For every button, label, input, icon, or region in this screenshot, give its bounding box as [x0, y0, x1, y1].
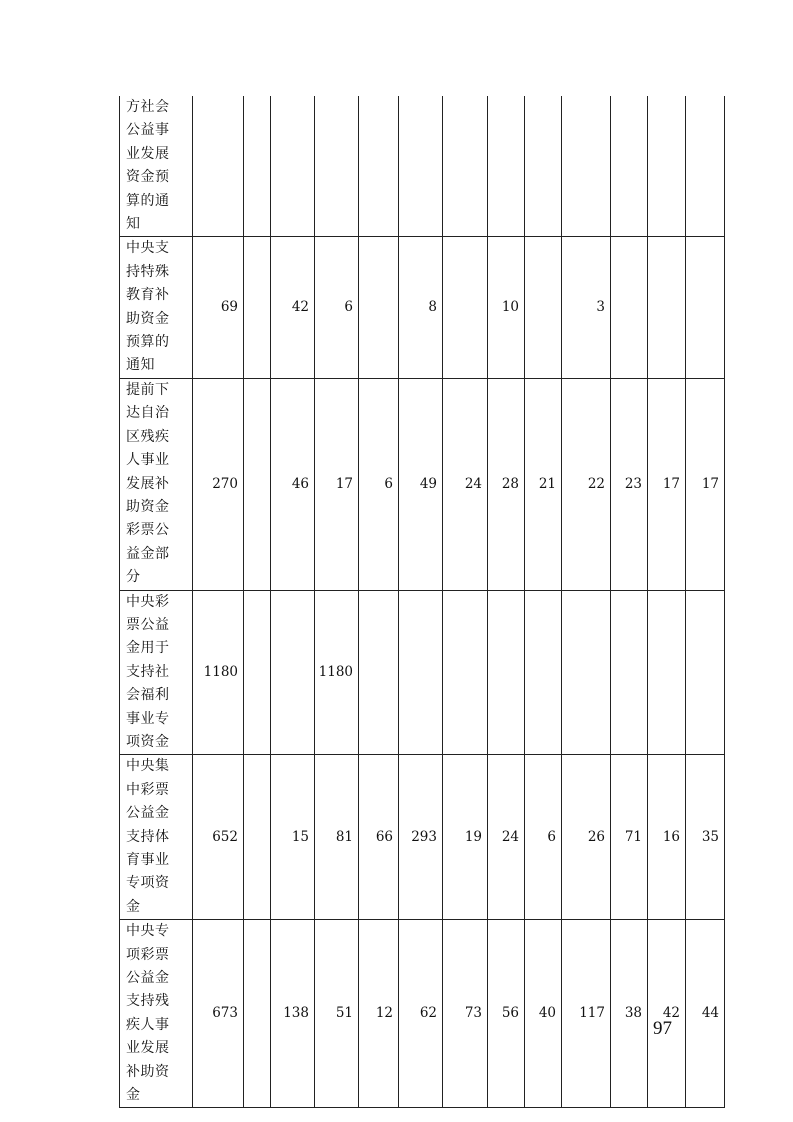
- value-cell: [271, 590, 315, 755]
- value-text: 26: [587, 828, 605, 845]
- budget-table: [119, 96, 725, 1108]
- value-cell: [525, 96, 562, 237]
- value-cell: [359, 920, 399, 1108]
- value-cell: [244, 920, 271, 1108]
- value-text: 1180: [318, 663, 353, 680]
- value-cell: [686, 378, 725, 590]
- value-cell: [488, 920, 525, 1108]
- value-cell: [525, 755, 562, 920]
- value-cell: [686, 237, 725, 378]
- value-cell: [399, 920, 443, 1108]
- value-cell: [271, 237, 315, 378]
- value-cell: [611, 920, 648, 1108]
- value-text: 21: [538, 475, 556, 492]
- value-cell: [686, 96, 725, 237]
- value-cell: [525, 920, 562, 1108]
- value-cell: [315, 96, 359, 237]
- value-cell: [359, 378, 399, 590]
- value-cell: [271, 378, 315, 590]
- value-cell: [244, 378, 271, 590]
- value-cell: [562, 378, 611, 590]
- value-cell: [399, 755, 443, 920]
- page-number: 97: [653, 1018, 672, 1039]
- row-description-text: 方社会公益事业发展资金预算的通知: [126, 99, 170, 233]
- value-text: 40: [538, 1005, 556, 1022]
- value-cell: [686, 590, 725, 755]
- value-text: 46: [291, 475, 309, 492]
- value-cell: [611, 755, 648, 920]
- value-cell: [562, 755, 611, 920]
- value-text: 6: [547, 828, 556, 845]
- value-cell: [193, 378, 244, 590]
- value-text: 24: [464, 475, 482, 492]
- value-cell: [443, 237, 488, 378]
- table-row: [120, 590, 725, 755]
- value-text: 19: [464, 828, 482, 845]
- value-cell: [488, 237, 525, 378]
- value-text: 35: [701, 828, 719, 845]
- value-text: 38: [624, 1005, 642, 1022]
- value-cell: [193, 920, 244, 1108]
- value-text: 51: [335, 1005, 353, 1022]
- value-text: 17: [701, 475, 719, 492]
- value-cell: [359, 96, 399, 237]
- value-cell: [443, 920, 488, 1108]
- value-text: 71: [624, 828, 642, 845]
- value-text: 6: [384, 475, 393, 492]
- value-cell: [648, 237, 686, 378]
- value-text: 652: [212, 828, 238, 845]
- row-description: [120, 755, 193, 920]
- value-cell: [648, 920, 686, 1108]
- value-cell: [244, 755, 271, 920]
- value-cell: [648, 590, 686, 755]
- value-cell: [443, 96, 488, 237]
- value-cell: [648, 378, 686, 590]
- value-cell: [611, 237, 648, 378]
- value-text: 16: [662, 828, 680, 845]
- value-cell: [315, 378, 359, 590]
- value-text: 44: [701, 1005, 719, 1022]
- value-text: 22: [587, 475, 605, 492]
- value-cell: [359, 755, 399, 920]
- value-text: 62: [419, 1005, 437, 1022]
- value-text: 10: [501, 298, 519, 315]
- row-description: [120, 96, 193, 237]
- value-cell: [193, 237, 244, 378]
- value-cell: [443, 755, 488, 920]
- value-cell: [315, 755, 359, 920]
- value-cell: [611, 378, 648, 590]
- value-cell: [525, 590, 562, 755]
- value-cell: [525, 237, 562, 378]
- value-cell: [399, 590, 443, 755]
- value-cell: [488, 96, 525, 237]
- table-row: [120, 755, 725, 920]
- value-cell: [648, 96, 686, 237]
- value-cell: [399, 237, 443, 378]
- value-text: 23: [624, 475, 642, 492]
- row-description-text: 中央支持特殊教育补助资金预算的通知: [126, 240, 170, 374]
- row-description: [120, 378, 193, 590]
- value-cell: [488, 590, 525, 755]
- value-cell: [562, 96, 611, 237]
- value-cell: [399, 96, 443, 237]
- value-text: 28: [501, 475, 519, 492]
- value-cell: [359, 590, 399, 755]
- value-cell: [686, 920, 725, 1108]
- row-description-text: 提前下达自治区残疾人事业发展补助资金彩票公益金部分: [126, 381, 170, 586]
- value-cell: [271, 920, 315, 1108]
- value-text: 81: [335, 828, 353, 845]
- row-description: [120, 920, 193, 1108]
- value-cell: [611, 590, 648, 755]
- value-cell: [315, 590, 359, 755]
- row-description-text: 中央彩票公益金用于支持社会福利事业专项资金: [126, 593, 170, 750]
- value-cell: [244, 590, 271, 755]
- row-description: [120, 590, 193, 755]
- value-cell: [562, 237, 611, 378]
- value-cell: [315, 237, 359, 378]
- value-cell: [193, 590, 244, 755]
- value-cell: [315, 920, 359, 1108]
- value-text: 73: [464, 1005, 482, 1022]
- value-cell: [562, 590, 611, 755]
- value-text: 138: [283, 1005, 309, 1022]
- table-row: [120, 378, 725, 590]
- table-row: [120, 920, 725, 1108]
- value-text: 17: [662, 475, 680, 492]
- value-cell: [562, 920, 611, 1108]
- value-cell: [244, 96, 271, 237]
- value-text: 8: [428, 298, 437, 315]
- value-cell: [443, 378, 488, 590]
- value-text: 49: [419, 475, 437, 492]
- row-description-text: 中央专项彩票公益金支持残疾人事业发展补助资金: [126, 923, 170, 1104]
- value-cell: [399, 378, 443, 590]
- value-text: 1180: [203, 663, 238, 680]
- value-cell: [611, 96, 648, 237]
- table-row: [120, 237, 725, 378]
- value-text: 17: [335, 475, 353, 492]
- value-text: 15: [291, 828, 309, 845]
- row-description: [120, 237, 193, 378]
- row-description-text: 中央集中彩票公益金支持体育事业专项资金: [126, 758, 170, 915]
- value-cell: [525, 378, 562, 590]
- value-cell: [686, 755, 725, 920]
- value-text: 270: [212, 475, 238, 492]
- value-cell: [443, 590, 488, 755]
- value-text: 24: [501, 828, 519, 845]
- value-cell: [244, 237, 271, 378]
- table-row: [120, 96, 725, 237]
- value-cell: [648, 755, 686, 920]
- value-cell: [488, 378, 525, 590]
- value-cell: [271, 96, 315, 237]
- value-cell: [359, 237, 399, 378]
- value-text: 69: [220, 298, 238, 315]
- value-cell: [488, 755, 525, 920]
- value-cell: [193, 96, 244, 237]
- value-text: 66: [375, 828, 393, 845]
- value-text: 3: [596, 298, 605, 315]
- value-text: 673: [212, 1005, 238, 1022]
- value-text: 42: [291, 298, 309, 315]
- value-text: 56: [501, 1005, 519, 1022]
- value-text: 12: [375, 1005, 393, 1022]
- value-text: 42: [662, 1005, 680, 1022]
- value-text: 293: [411, 828, 437, 845]
- value-cell: [271, 755, 315, 920]
- value-text: 117: [579, 1005, 605, 1022]
- value-cell: [193, 755, 244, 920]
- value-text: 6: [344, 298, 353, 315]
